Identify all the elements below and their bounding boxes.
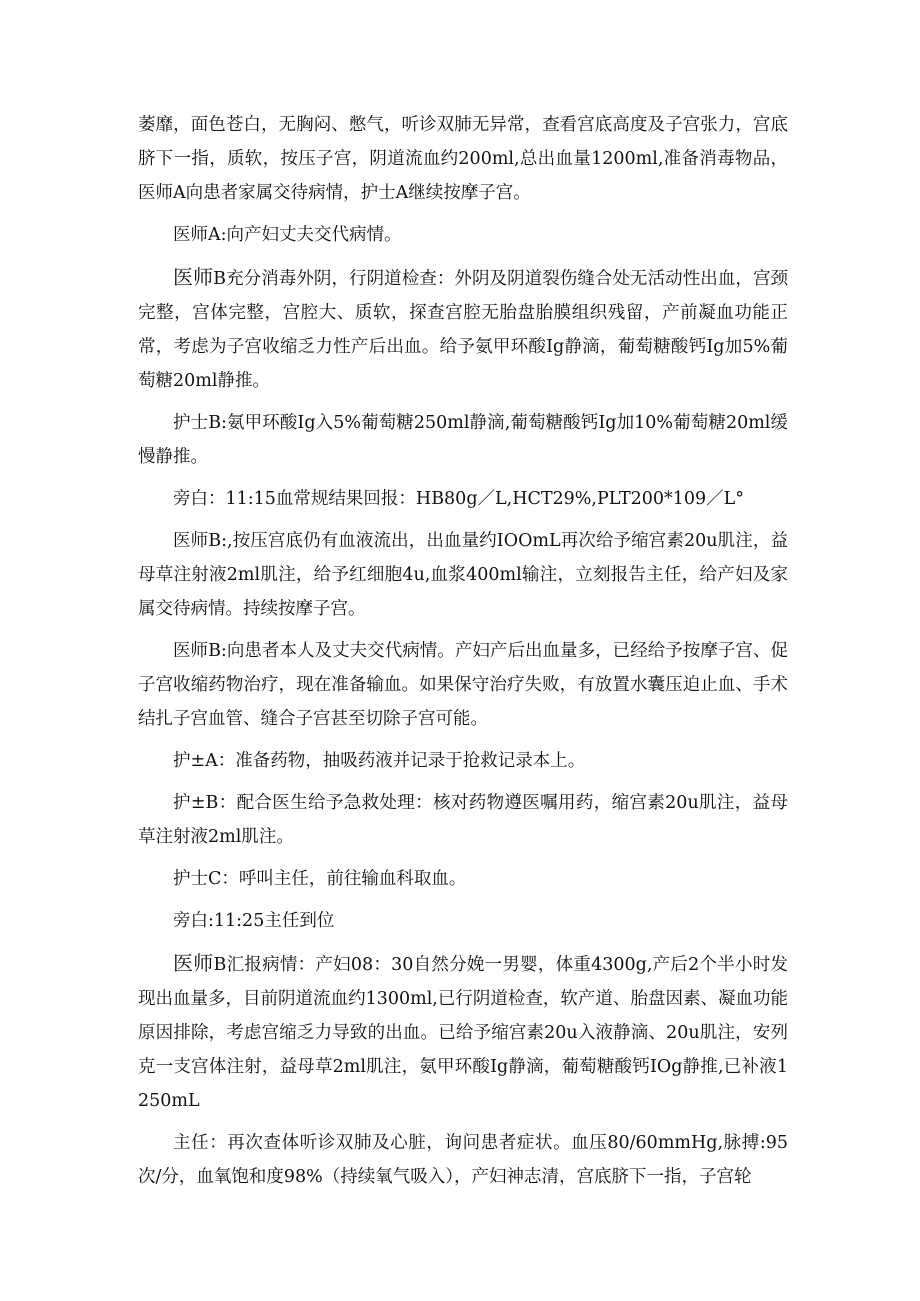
paragraph-text: 护±B：配合医生给予急救处理：核对药物遵医嘱用药，缩宫素20u肌注，益母草注射液2ml肌注。 bbox=[138, 793, 788, 847]
paragraph-text: B汇报病情：产妇08：30自然分娩一男婴，体重4300g,产后2个半小时发现出血量多，目前阴道流血约1300ml,已行阴道检查，软产道、胎盘因素、凝血功能原因排除，考虑宫缩乏力导致的出血。已给予缩宫素20u入液静滴、20u肌注，安列克一支宫体注射，益母草2ml肌注，氨甲环酸Ig静滴，葡萄糖酸钙IOg静推,已补液1250mL bbox=[138, 955, 788, 1111]
paragraph-text: 医师B:向患者本人及丈夫交代病情。产妇产后出血量多，已经给予按摩子宫、促子宫收缩药物治疗，现在准备输血。如果保守治疗失败，有放置水囊压迫止血、手术结扎子宫血管、缝合子宫甚至切除子宫可能。 bbox=[138, 641, 788, 729]
paragraph-text: 医师A:向产妇丈夫交代病情。 bbox=[173, 225, 402, 245]
paragraph-13 bbox=[138, 1126, 788, 1194]
speaker-label: 医师 bbox=[173, 265, 214, 289]
speaker-label: 医师 bbox=[173, 951, 214, 975]
paragraph-text: 护士C：呼叫主任，前往输血科取血。 bbox=[173, 869, 467, 889]
paragraph-2 bbox=[138, 218, 788, 252]
paragraph-6 bbox=[138, 524, 788, 626]
paragraph-text: 护±A：准备药物，抽吸药液并记录于抢救记录本上。 bbox=[173, 751, 586, 771]
paragraph-8 bbox=[138, 744, 788, 778]
paragraph-12 bbox=[138, 946, 788, 1118]
paragraph-11 bbox=[138, 904, 788, 938]
paragraph-text: 护士B:氨甲环酸Ig入5%葡萄糖250ml静滴,葡萄糖酸钙Ig加10%葡萄糖20ml缓慢静推。 bbox=[138, 413, 788, 467]
paragraph-5 bbox=[138, 482, 788, 516]
paragraph-text: 主任：再次查体听诊双肺及心脏，询问患者症状。血压80/60mmHg,脉搏:95次/分，血氧饱和度98%（持续氧气吸入），产妇神志清，宫底脐下一指，子宫轮 bbox=[138, 1133, 788, 1187]
paragraph-text: 医师B:,按压宫底仍有血液流出，出血量约IOOmL再次给予缩宫素20u肌注，益母草注射液2ml肌注，给予红细胞4u,血浆400ml输注，立刻报告主任，给产妇及家属交待病情。持续按摩子宫。 bbox=[138, 531, 788, 619]
paragraph-1 bbox=[138, 108, 788, 210]
paragraph-3 bbox=[138, 260, 788, 398]
paragraph-text: 旁白：11:15血常规结果回报：HB80g／L,HCT29%,PLT200*109／L° bbox=[173, 489, 745, 509]
paragraph-text: 旁白:11:25主任到位 bbox=[173, 911, 335, 931]
paragraph-4 bbox=[138, 406, 788, 474]
paragraph-text: B充分消毒外阴，行阴道检查：外阴及阴道裂伤缝合处无活动性出血，宫颈完整，宫体完整，宫腔大、质软，探查宫腔无胎盘胎膜组织残留，产前凝血功能正常，考虑为子宫收缩乏力性产后出血。给予氨甲环酸Ig静滴，葡萄糖酸钙Ig加5%葡萄糖20ml静推。 bbox=[138, 269, 789, 391]
paragraph-text: 萎靡，面色苍白，无胸闷、憋气，听诊双肺无异常，查看宫底高度及子宫张力，宫底脐下一指，质软，按压子宫，阴道流血约200ml,总出血量1200ml,准备消毒物品，医师A向患者家属交待病情，护士A继续按摩子宫。 bbox=[138, 115, 788, 203]
paragraph-9 bbox=[138, 786, 788, 854]
paragraph-7 bbox=[138, 634, 788, 736]
document-page bbox=[138, 108, 788, 1202]
paragraph-10 bbox=[138, 862, 788, 896]
